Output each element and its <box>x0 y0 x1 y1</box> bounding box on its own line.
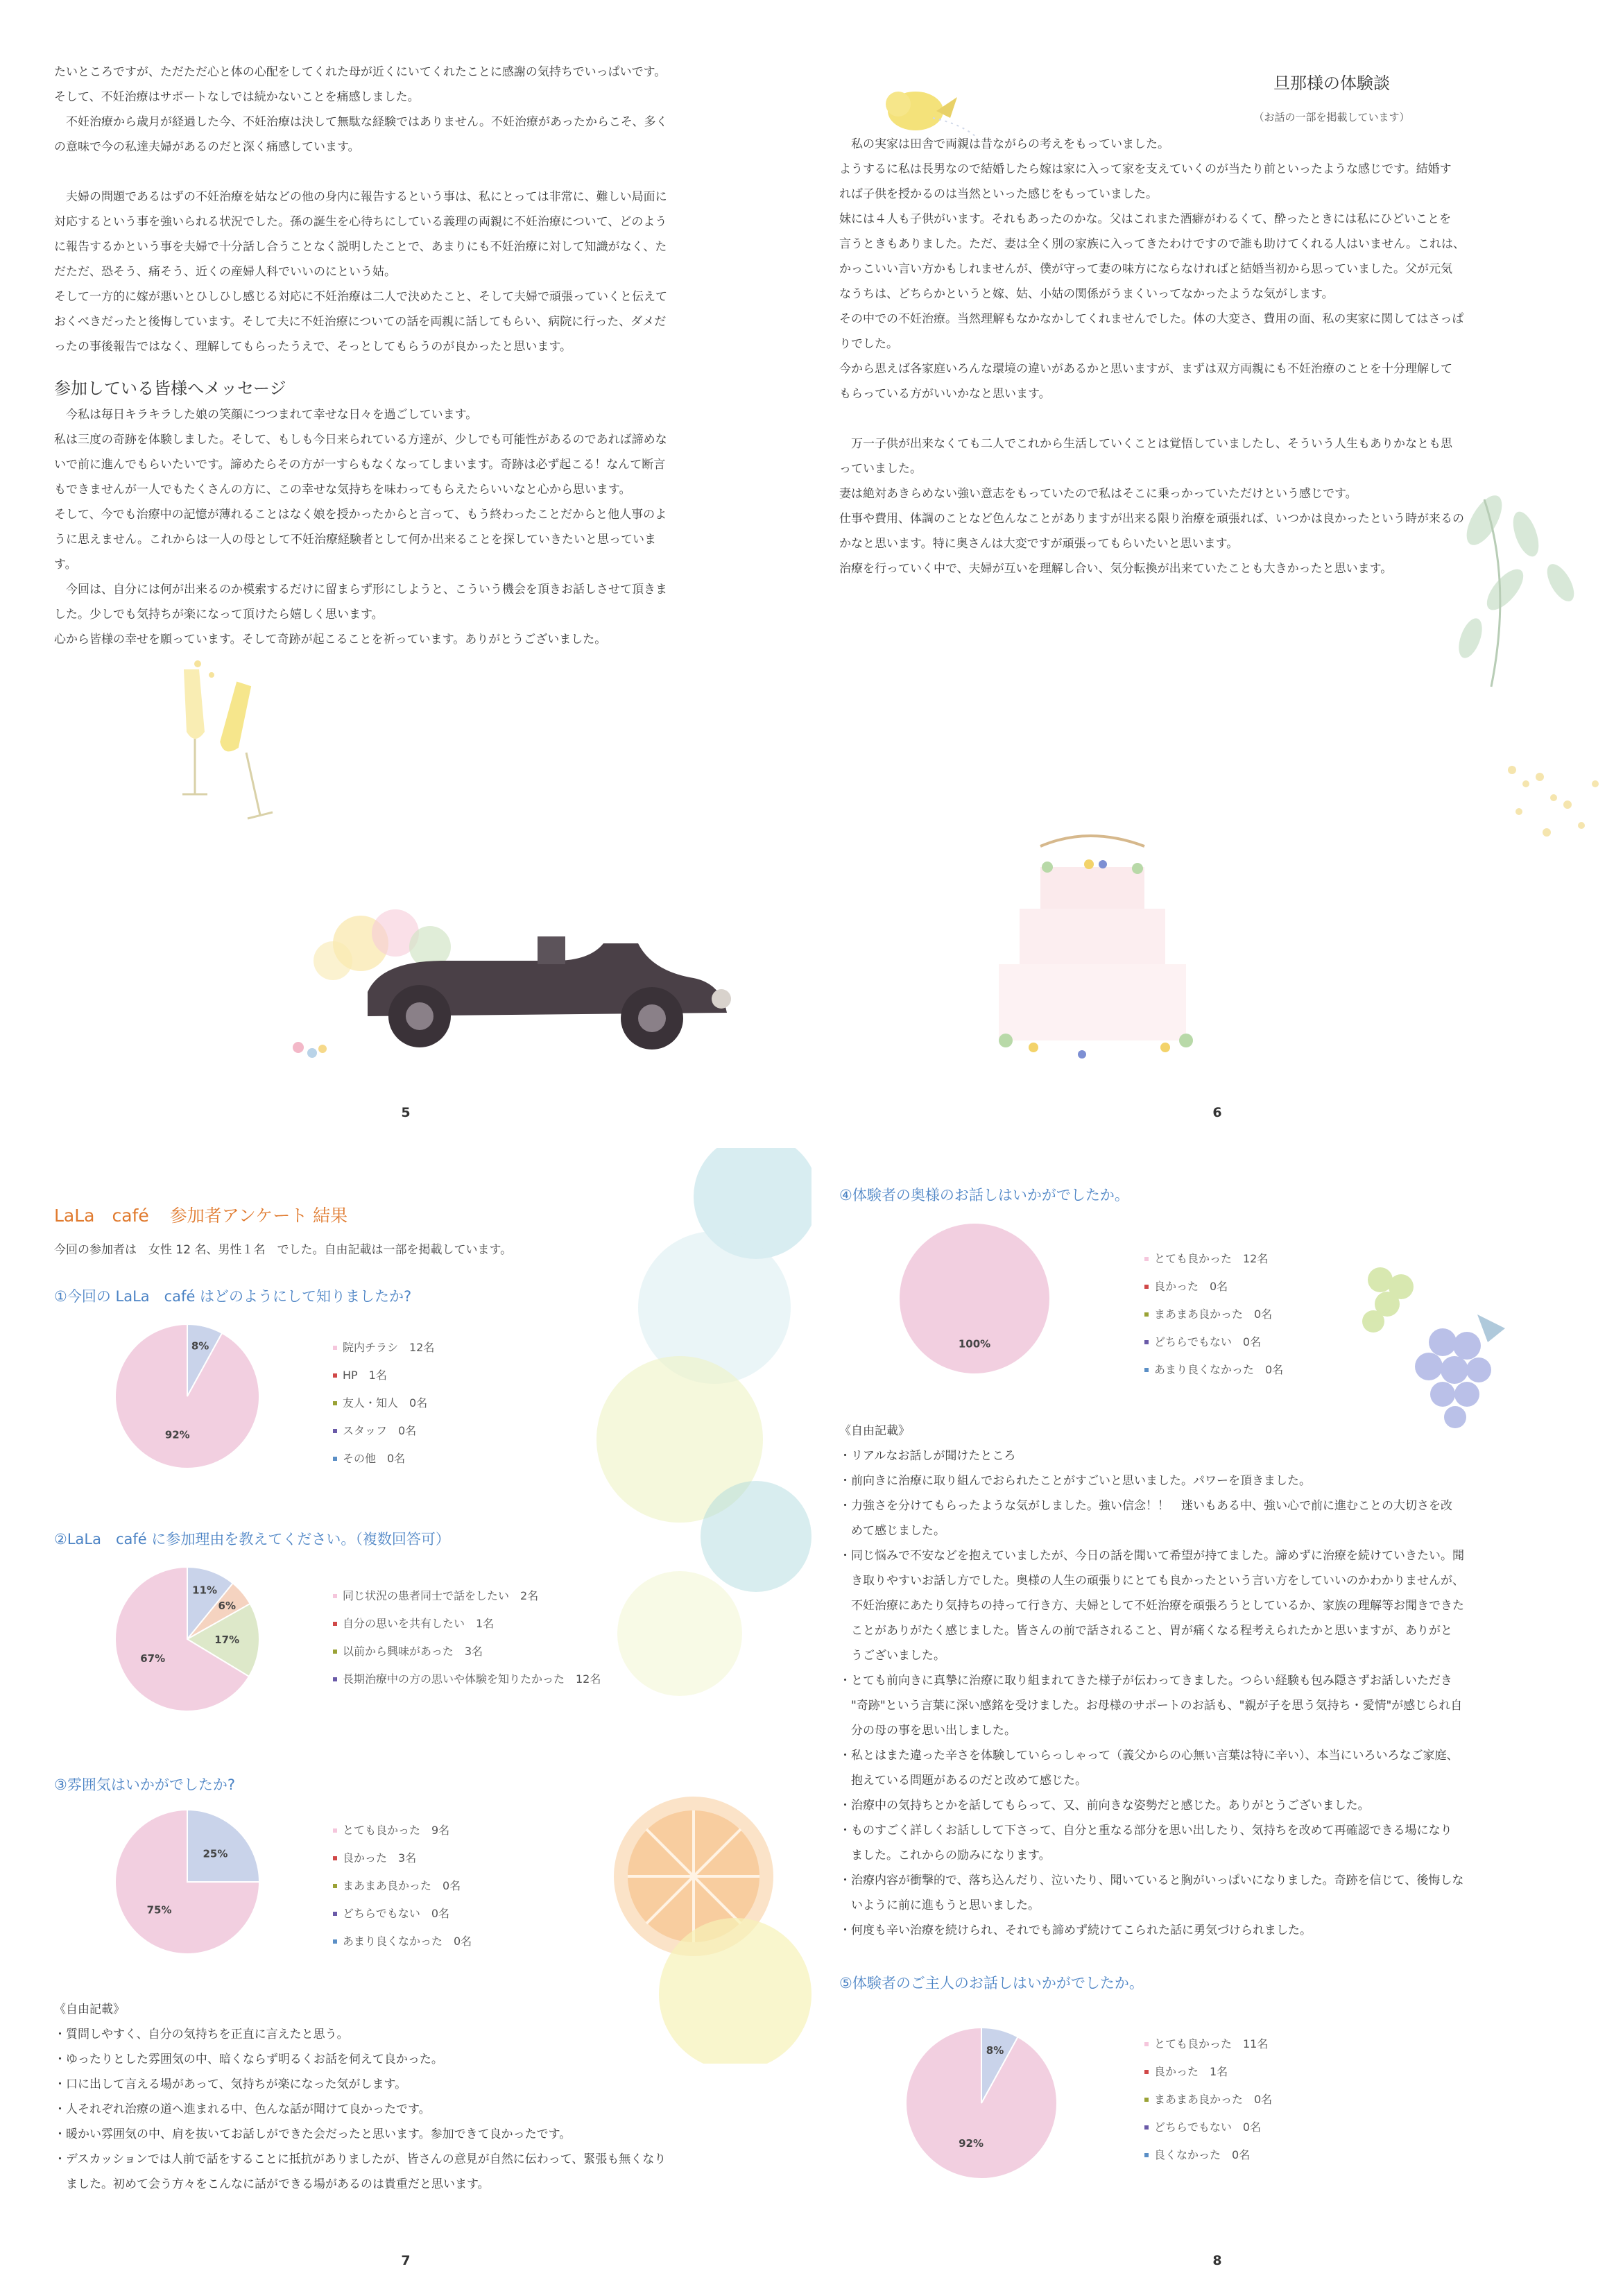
legend-label: 同じ状況の患者同士で話をしたい 2名 <box>343 1589 539 1602</box>
legend-label: まあまあ良かった 0名 <box>343 1879 461 1892</box>
text-line: ・同じ悩みで不安などを抱えていましたが、今日の話を聞いて希望が持てました。諦めずに治療を続けていきたい。聞 <box>839 1549 1464 1563</box>
text-line: ・力強さを分けてもらったような気がしました。強い信念！！ 迷いもある中、強い心で前に進むことの大切さを改 <box>839 1499 1452 1513</box>
text-line: の意味で今の私達夫婦があるのだと深く痛感しています。 <box>54 140 360 154</box>
message-heading: 参加している皆様へメッセージ <box>54 379 286 398</box>
pie-data-label: 8% <box>191 1339 209 1353</box>
legend-item <box>333 1389 434 1417</box>
text-line: ・質問しやすく、自分の気持ちを正直に言えたと思う。 <box>54 2028 349 2041</box>
text-line <box>54 160 775 185</box>
legend-marker <box>1144 2042 1149 2046</box>
text-line: 言うときもありました。ただ、妻は全く別の家族に入ってきたわけですので誰も助けてくれる人はいません。これは、 <box>839 237 1466 251</box>
pie-data-label: 75% <box>146 1903 172 1917</box>
legend-label: どちらでもない 0名 <box>343 1907 450 1920</box>
legend-label: どちらでもない 0名 <box>1154 1335 1262 1348</box>
page8-free-comments <box>839 1419 1602 1943</box>
q4-title: ④体験者の奥様のお話しはいかがでしたか。 <box>839 1187 1129 1203</box>
text-line: ったの事後報告ではなく、理解してもらったうえで、そっとしてもらうのが良かったと思います。 <box>54 340 572 354</box>
text-line: ・ものすごく詳しくお話しして下さって、自分と重なる部分を思い出したり、気持ちを改めて再確認できる場になり <box>839 1824 1452 1837</box>
text-line: そして、不妊治療はサポートなしでは続かないことを痛感しました。 <box>54 90 420 104</box>
text-line: ・リアルなお話しが聞けたところ <box>839 1449 1016 1463</box>
page-number: 5 <box>401 1105 411 1120</box>
legend-label: まあまあ良かった 0名 <box>1154 2093 1273 2106</box>
legend-marker <box>333 1346 337 1350</box>
legend-item <box>1144 1328 1283 1356</box>
pie-data-label: 92% <box>164 1428 190 1441</box>
text-line: 今から思えば各家庭いろんな環境の違いがあるかと思いますが、まずは双方両親にも不妊治療のことを十分理解して <box>839 362 1452 376</box>
legend-label: HP 1名 <box>343 1369 387 1382</box>
legend-marker <box>333 1594 337 1598</box>
q3-pie-chart <box>111 1806 264 1958</box>
text-line: 妹には４人も子供がいます。それもあったのかな。父はこれまた酒癖がわるくて、酔ったときには私にひどいことを <box>839 212 1452 226</box>
text-line: おくべきだったと後悔しています。そして夫に不妊治療についての話を両親に話してもらい、病院に行った、ダメだ <box>54 315 667 329</box>
page-5 <box>0 0 812 1148</box>
text-line: ・何度も辛い治療を続けられ、それでも諦めず続けてこられた話に勇気づけられました。 <box>839 1924 1312 1937</box>
legend-item <box>1144 2030 1272 2058</box>
text-line: いで前に進んでもらいたいです。諦めたらその方が一すらもなくなってしまいます。奇跡は必ず起こる！なんて断言 <box>54 458 666 472</box>
text-line: そして、今でも治療中の記憶が薄れることはなく娘を授かったからと言って、もう終わったことだからと他人事のよ <box>54 508 667 522</box>
text-line: ・デスカッションでは人前で話をすることに抵抗がありましたが、皆さんの意見が自然に伝わって、緊張も無くなり <box>54 2152 667 2166</box>
text-line: ・口に出して言える場があって、気持ちが楽になった気がします。 <box>54 2077 407 2091</box>
page-7 <box>0 1148 812 2296</box>
text-line: だただ、恐そう、痛そう、近くの産婦人科でいいのにという姑。 <box>54 265 396 279</box>
legend-marker <box>333 1912 337 1916</box>
leaves-illustration <box>1387 479 1623 888</box>
text-line: 万一子供が出来なくても二人でこれから生活していくことは覚悟していましたし、そういう人生もありかなとも思 <box>839 437 1452 451</box>
legend-label: まあまあ良かった 0名 <box>1154 1308 1273 1321</box>
legend-item <box>333 1445 434 1473</box>
legend-item <box>1144 2141 1272 2169</box>
q2-pie-chart <box>111 1563 264 1715</box>
text-line: なうちは、どちらかというと嫁、姑、小姑の関係がうまくいってなかったような気がします。 <box>839 287 1334 301</box>
legend-item <box>333 1817 472 1844</box>
legend-marker <box>333 1457 337 1461</box>
pie-data-label: 11% <box>192 1584 218 1597</box>
husband-story-title: 旦那様の体験談 <box>1273 74 1390 93</box>
q3-legend <box>333 1817 472 1955</box>
legend-label: 良くなかった 0名 <box>1154 2148 1251 2161</box>
pie-slice <box>187 1810 259 1882</box>
q5-pie-chart <box>902 2023 1061 2183</box>
legend-label: 長期治療中の方の思いや体験を知りたかった 12名 <box>343 1672 601 1686</box>
q1-pie-chart <box>111 1320 264 1473</box>
text-line: す。 <box>54 558 77 572</box>
text-line: ました。初めて会う方々をこんなに話ができる場があるのは貴重だと思います。 <box>54 2177 490 2191</box>
free-comments-title: 《自由記載》 <box>839 1424 910 1438</box>
survey-intro: 今回の参加者は 女性 12 名、男性１名 でした。自由記載は一部を掲載しています。 <box>54 1243 513 1257</box>
page5-body <box>54 60 775 359</box>
text-line: ことがありがたく感じました。皆さんの前で話されること、胃が痛くなる程考えられたかと思いますが、ありがと <box>839 1624 1452 1638</box>
page5-message-section <box>54 375 775 652</box>
text-line: もらっている方がいいかなと思います。 <box>839 387 1051 401</box>
legend-item <box>333 1334 434 1362</box>
text-line: ・前向きに治療に取り組んでおられたことがすごいと思いました。パワーを頂きました。 <box>839 1474 1311 1488</box>
legend-item <box>333 1582 601 1610</box>
text-line: 不妊治療にあたり気持ちの持って行き方、夫婦として不妊治療を頑張ろうとしているか、家族の理解等お聞きできた <box>839 1599 1464 1613</box>
q3-title: ③雰囲気はいかがでしたか? <box>54 1776 235 1793</box>
legend-item <box>333 1928 472 1955</box>
legend-marker <box>333 1373 337 1378</box>
watercolor-decoration <box>596 1148 812 1772</box>
legend-marker <box>333 1856 337 1860</box>
text-line: ・ゆったりとした雰囲気の中、暗くならず明るくお話を伺えて良かった。 <box>54 2053 443 2066</box>
legend-marker <box>1144 1312 1149 1317</box>
legend-label: どちらでもない 0名 <box>1154 2121 1262 2134</box>
text-line: そして一方的に嫁が悪いとひしひし感じる対応に不妊治療は二人で決めたこと、そして夫婦で頑張っていくと伝えて <box>54 290 667 304</box>
text-line: ました。これからの励みになります。 <box>839 1849 1051 1862</box>
legend-label: 良かった 0名 <box>1154 1280 1228 1293</box>
text-line: 夫婦の問題であるはずの不妊治療を姑などの他の身内に報告するという事は、私にとっては非常に、難しい局面に <box>54 190 667 204</box>
text-line: した。少しでも気持ちが楽になって頂けたら嬉しく思います。 <box>54 608 384 622</box>
page7-free-comments <box>54 1997 789 2197</box>
legend-label: とても良かった 9名 <box>343 1824 450 1837</box>
text-line: 対応するという事を強いられる状況でした。孫の誕生を心待ちにしている義理の両親に不妊治療について、どのよう <box>54 215 667 229</box>
q4-pie-chart <box>895 1219 1054 1378</box>
legend-item <box>1144 1245 1283 1273</box>
text-line: いように前に進もうと思いました。 <box>839 1899 1040 1912</box>
text-line: ・治療内容が衝撃的で、落ち込んだり、泣いたり、聞いていると胸がいっぱいになりました。奇跡を信じて、後悔しな <box>839 1874 1464 1887</box>
legend-marker <box>333 1429 337 1433</box>
pie-data-label: 17% <box>214 1633 240 1646</box>
pie-slice <box>115 1324 259 1468</box>
legend-marker <box>1144 1368 1149 1372</box>
legend-item <box>1144 1356 1283 1384</box>
legend-marker <box>333 1828 337 1833</box>
text-line: うございました。 <box>839 1649 945 1663</box>
survey-title <box>54 1202 347 1227</box>
legend-marker <box>333 1401 337 1405</box>
legend-marker <box>333 1884 337 1888</box>
q2-title: ②LaLa café に参加理由を教えてください。（複数回答可） <box>54 1531 450 1548</box>
legend-item <box>333 1872 472 1900</box>
legend-marker <box>1144 2153 1149 2157</box>
legend-item <box>333 1665 601 1693</box>
q5-legend <box>1144 2030 1272 2169</box>
text-line: 今回は、自分には何が出来るのか模索するだけに留まらず形にしようと、こういう機会を頂きお話しさせて頂きま <box>54 583 667 597</box>
legend-item <box>1144 2114 1272 2141</box>
text-line: 今私は毎日キラキラした娘の笑顔につつまれて幸せな日々を過ごしています。 <box>54 408 478 422</box>
pie-data-label: 92% <box>959 2137 984 2150</box>
q2-legend <box>333 1582 601 1693</box>
text-line: 治療を行っていく中で、夫婦が互いを理解し合い、気分転換が出来ていたことも大きかったと思います。 <box>839 562 1393 576</box>
legend-item <box>1144 1301 1283 1328</box>
vintage-car-illustration <box>264 895 763 1061</box>
wedding-cake-illustration <box>978 819 1214 1089</box>
legend-marker <box>1144 1340 1149 1344</box>
text-line: 心から皆様の幸せを願っています。そして奇跡が起こることを祈っています。ありがとうございました。 <box>54 633 607 646</box>
legend-item <box>1144 1273 1283 1301</box>
message-body <box>54 402 775 652</box>
survey-title-rest: 参加者アンケート 結果 <box>169 1206 348 1226</box>
legend-item <box>333 1638 601 1665</box>
text-line: 不妊治療から歳月が経過した今、不妊治療は決して無駄な経験ではありません。不妊治療があったからこそ、多く <box>54 115 668 129</box>
champagne-glasses-illustration <box>156 656 274 836</box>
free-comments-title: 《自由記載》 <box>54 2003 125 2016</box>
legend-marker <box>333 1939 337 1944</box>
text-line: たいところですが、ただただ心と体の心配をしてくれた母が近くにいてくれたことに感謝の気持ちでいっぱいです。 <box>54 65 667 79</box>
legend-item <box>333 1362 434 1389</box>
text-line: かっこいい言い方かもしれませんが、僕が守って妻の味方にならなければと結婚当初から思っていました。父が元気 <box>839 262 1452 276</box>
text-line: もできませんが一人でもたくさんの方に、この幸せな気持ちを味わってもらえたらいいなと心から思います。 <box>54 483 631 497</box>
legend-marker <box>333 1622 337 1626</box>
legend-label: 以前から興味があった 3名 <box>343 1645 483 1658</box>
text-line: に報告するかという事を夫婦で十分話し合うことなく説明したことで、あまりにも不妊治療に対して知識がなく、た <box>54 240 667 254</box>
legend-label: 院内チラシ 12名 <box>343 1341 435 1354</box>
pie-slice <box>906 2028 1057 2179</box>
text-line: "奇跡"という言葉に深い感銘を受けました。お母様のサポートのお話も、"親が子を思う気持ち・愛情"が感じられ自 <box>839 1699 1463 1713</box>
text-line: れば子供を授かるのは当然といった感じをもっていました。 <box>839 187 1158 201</box>
pie-data-label: 6% <box>218 1599 237 1612</box>
legend-item <box>1144 2058 1272 2086</box>
legend-item <box>1144 2086 1272 2114</box>
legend-marker <box>1144 2125 1149 2130</box>
text-line: 妻は絶対あきらめない強い意志をもっていたので私はそこに乗っかっていただけという感じです。 <box>839 487 1357 501</box>
legend-label: その他 0名 <box>343 1452 406 1465</box>
legend-label: スタッフ 0名 <box>343 1424 417 1437</box>
legend-marker <box>1144 1285 1149 1289</box>
legend-label: 友人・知人 0名 <box>343 1396 428 1410</box>
text-line: ・とても前向きに真摯に治療に取り組まれてきた様子が伝わってきました。つらい経験も包み隠さずお話しいただき <box>839 1674 1452 1688</box>
legend-item <box>333 1844 472 1872</box>
text-line: 仕事や費用、体調のことなど色んなことがありますが出来る限り治療を頑張れば、いつかは良かったという時が来るの <box>839 512 1464 526</box>
text-line: ・人それぞれ治療の道へ進まれる中、色んな話が聞けて良かったです。 <box>54 2102 431 2116</box>
lala-cafe-label: LaLa café <box>54 1206 149 1226</box>
text-line: 私の実家は田舎で両親は昔ながらの考えをもっていました。 <box>839 137 1169 151</box>
legend-label: 良かった 1名 <box>1154 2065 1228 2078</box>
text-line: その中での不妊治療。当然理解もなかなかしてくれませんでした。体の大変さ、費用の面、私の実家に関してはさっぱ <box>839 312 1464 326</box>
legend-marker <box>1144 2070 1149 2074</box>
text-line: うに思えません。これからは一人の母として不妊治療経験者として何か出来ることを探していきたいと思っていま <box>54 533 657 547</box>
page-number: 6 <box>1212 1105 1222 1120</box>
legend-label: とても良かった 11名 <box>1154 2037 1269 2050</box>
text-line: 私は三度の奇跡を体験しました。そして、もしも今日来られている方達が、少しでも可能性があるのであれば諦めな <box>54 433 667 447</box>
q1-legend <box>333 1334 434 1473</box>
q5-title: ⑤体験者のご主人のお話しはいかがでしたか。 <box>839 1975 1144 1991</box>
text-line: めて感じました。 <box>839 1524 945 1538</box>
legend-label: あまり良くなかった 0名 <box>1154 1363 1284 1376</box>
pie-data-label: 8% <box>986 2044 1004 2057</box>
page-8 <box>812 1148 1623 2296</box>
legend-label: 自分の思いを共有したい 1名 <box>343 1617 495 1630</box>
legend-item <box>333 1900 472 1928</box>
legend-marker <box>1144 2098 1149 2102</box>
text-line: かなと思います。特に奥さんは大変ですが頑張ってもらいたいと思います。 <box>839 537 1239 551</box>
text-line: 抱えている問題があるのだと改めて感じた。 <box>839 1774 1087 1788</box>
legend-item <box>333 1417 434 1445</box>
page-6 <box>812 0 1623 1148</box>
text-line: 分の母の事を思い出しました。 <box>839 1724 1016 1738</box>
text-line: りでした。 <box>839 337 898 351</box>
text-line: ・治療中の気持ちとかを話してもらって、又、前向きな姿勢だと感じた。ありがとうございました。 <box>839 1799 1370 1813</box>
text-line: ようするに私は長男なので結婚したら嫁は家に入って家を支えていくのが当たり前といったような感じです。結婚す <box>839 162 1452 176</box>
legend-label: あまり良くなかった 0名 <box>343 1935 472 1948</box>
pie-data-label: 67% <box>140 1652 166 1665</box>
q1-title: ①今回の LaLa café はどのようにして知りましたか? <box>54 1288 412 1305</box>
q4-legend <box>1144 1245 1283 1384</box>
pie-data-label: 100% <box>958 1337 991 1351</box>
pie-slice <box>899 1223 1050 1374</box>
text-line: き取りやすいお話し方でした。奥様の人生の頑張りにとても良かったという言い方をしていいのかわかりませんが、 <box>839 1574 1464 1588</box>
legend-label: とても良かった 12名 <box>1154 1252 1269 1265</box>
page-number: 7 <box>401 2253 411 2268</box>
text-line: っていました。 <box>839 462 922 476</box>
legend-marker <box>1144 1257 1149 1261</box>
legend-marker <box>333 1677 337 1681</box>
legend-label: 良かった 3名 <box>343 1851 417 1865</box>
text-line: ・暖かい雰囲気の中、肩を抜いてお話しができた会だったと思います。参加できて良かったです。 <box>54 2127 572 2141</box>
page-number: 8 <box>1212 2253 1222 2268</box>
text-line: ・私とはまた違った辛さを体験していらっしゃって（義父からの心無い言葉は特に辛い）、本当にいろいろなご家庭、 <box>839 1749 1459 1763</box>
pie-data-label: 25% <box>203 1847 228 1860</box>
legend-marker <box>333 1650 337 1654</box>
husband-story-note: （お話の一部を掲載しています） <box>1253 111 1410 123</box>
legend-item <box>333 1610 601 1638</box>
text-line <box>839 406 1595 431</box>
